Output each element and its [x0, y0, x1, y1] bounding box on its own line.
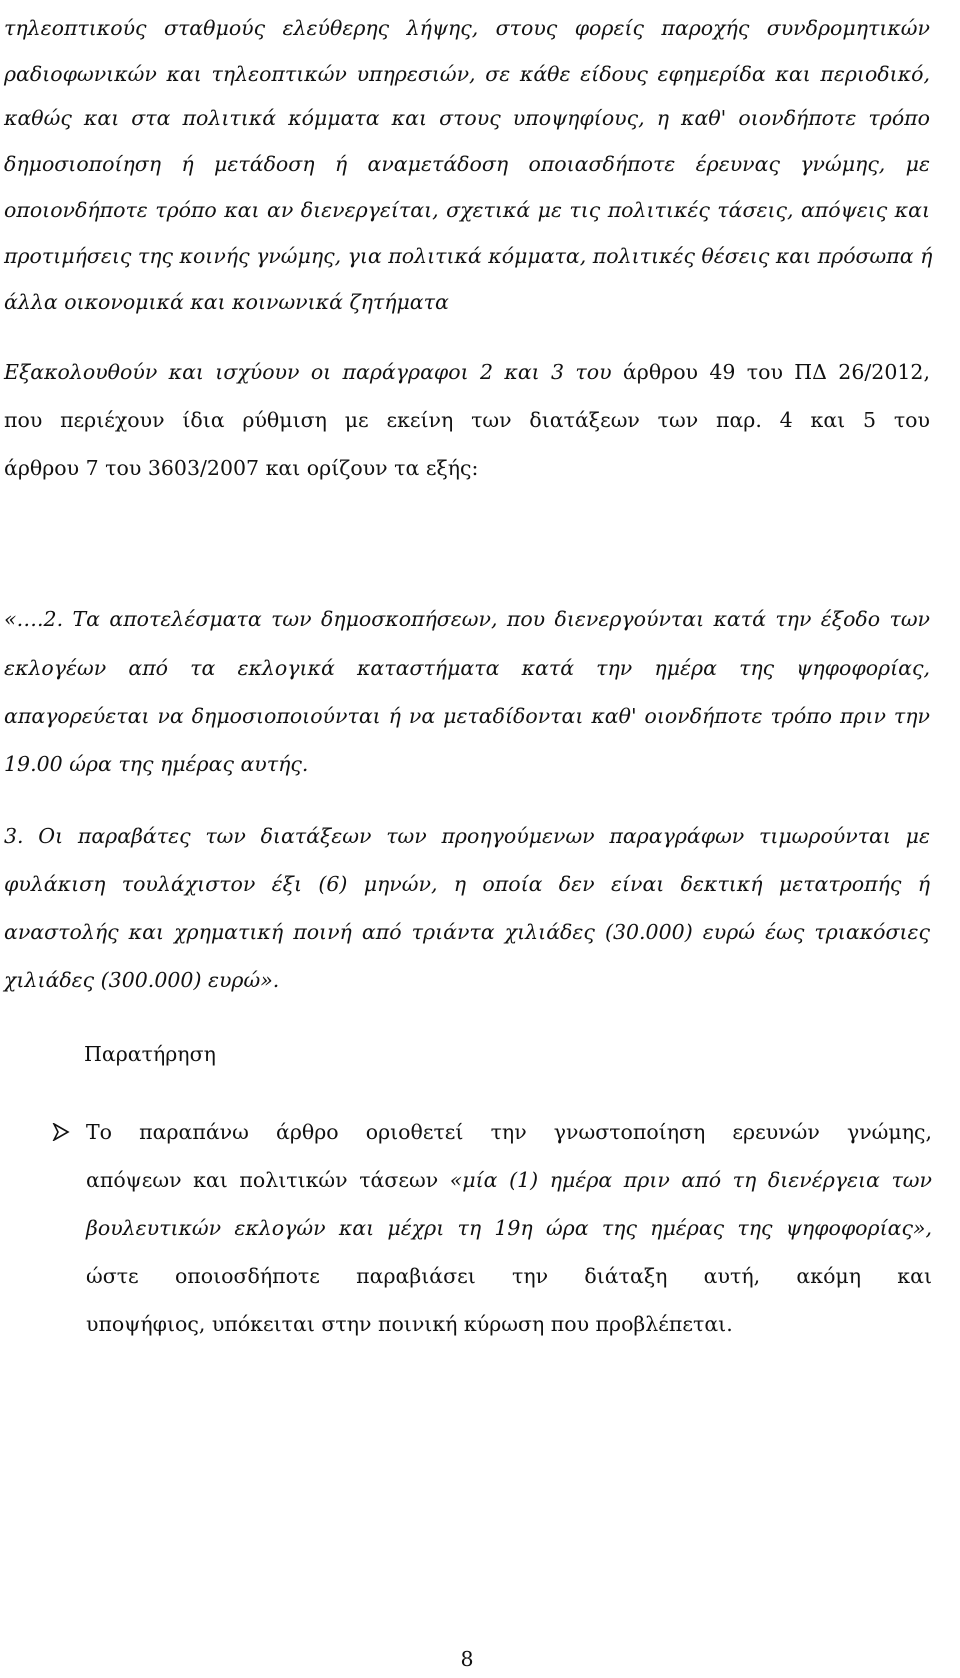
page-number: 8 [460, 1647, 474, 1671]
bullet-line-1: Το παραπάνω άρθρο οριοθετεί την γνωστοποίηση ερευνών γνώμης, [86, 1120, 932, 1144]
paragraph-2-line-1-italic: Εξακολουθούν και ισχύουν οι παράγραφοι 2 και 3 του [4, 360, 623, 384]
paragraph-3-line-1: «….2. Τα αποτελέσματα των δημοσκοπήσεων, που διενεργούνται κατά την έξοδο των [4, 607, 930, 631]
paragraph-2-line-2: που περιέχουν ίδια ρύθμιση με εκείνη των διατάξεων των παρ. 4 και 5 του [4, 408, 930, 432]
arrowhead-bullet-icon [52, 1123, 70, 1141]
paragraph-1-line-6: προτιμήσεις της κοινής γνώμης, για πολιτικά κόμματα, πολιτικές θέσεις και πρόσωπα ή [4, 244, 933, 268]
bullet-line-2 [86, 1166, 932, 1194]
document-page [4, 0, 933, 1678]
bullet-line-4: ώστε οποιοσδήποτε παραβιάσει την διάταξη αυτή, ακόμη και [86, 1264, 932, 1288]
paragraph-4-line-4: χιλιάδες (300.000) ευρώ». [4, 968, 280, 992]
bullet-line-2-italic: «μία (1) ημέρα πριν από τη διενέργεια των [449, 1168, 932, 1192]
paragraph-1-line-2: ραδιοφωνικών και τηλεοπτικών υπηρεσιών, σε κάθε είδους εφημερίδα και περιοδικό, [4, 62, 930, 86]
paragraph-2-line-1-upright: άρθρου 49 του ΠΔ 26/2012, [622, 360, 930, 384]
paragraph-3-line-2: εκλογέων από τα εκλογικά καταστήματα κατά την ημέρα της ψηφοφορίας, [4, 656, 930, 680]
heading-observation: Παρατήρηση [84, 1042, 216, 1066]
paragraph-1-line-4: δημοσιοποίηση ή μετάδοση ή αναμετάδοση οποιασδήποτε έρευνας γνώμης, με [4, 152, 930, 176]
paragraph-1-line-3: καθώς και στα πολιτικά κόμματα και στους υποψηφίους, η καθ' οιονδήποτε τρόπο [4, 106, 930, 130]
paragraph-2-line-3: άρθρου 7 του 3603/2007 και ορίζουν τα εξής: [4, 456, 479, 480]
paragraph-3-line-3: απαγορεύεται να δημοσιοποιούνται ή να μεταδίδονται καθ' οιονδήποτε τρόπο πριν την [4, 704, 930, 728]
paragraph-1-line-5: οποιονδήποτε τρόπο και αν διενεργείται, σχετικά με τις πολιτικές τάσεις, απόψεις και [4, 198, 930, 222]
paragraph-2-line-1 [4, 358, 930, 386]
paragraph-4-line-3: αναστολής και χρηματική ποινή από τριάντα χιλιάδες (30.000) ευρώ έως τριακόσιες [4, 920, 930, 944]
paragraph-3-line-4: 19.00 ώρα της ημέρας αυτής. [4, 752, 309, 776]
paragraph-1-line-1: τηλεοπτικούς σταθμούς ελεύθερης λήψης, στους φορείς παροχής συνδρομητικών [4, 16, 930, 40]
paragraph-1-line-7: άλλα οικονομικά και κοινωνικά ζητήματα [4, 290, 449, 314]
paragraph-4-line-2: φυλάκιση τουλάχιστον έξι (6) μηνών, η οποία δεν είναι δεκτική μετατροπής ή [4, 872, 930, 896]
bullet-line-5: υποψήφιος, υπόκειται στην ποινική κύρωση που προβλέπεται. [86, 1312, 733, 1336]
bullet-line-2-upright: απόψεων και πολιτικών τάσεων [86, 1168, 450, 1192]
paragraph-4-line-1: 3. Οι παραβάτες των διατάξεων των προηγούμενων παραγράφων τιμωρούνται με [4, 824, 930, 848]
bullet-line-3: βουλευτικών εκλογών και μέχρι τη 19η ώρα της ημέρας της ψηφοφορίας», [86, 1216, 932, 1240]
